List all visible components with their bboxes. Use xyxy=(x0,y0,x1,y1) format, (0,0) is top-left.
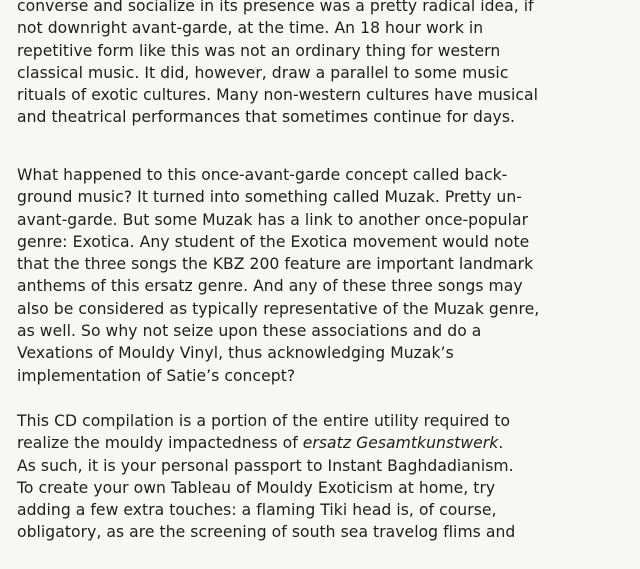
paragraph-line: that the three songs the KBZ 200 feature are important landmark xyxy=(17,255,534,274)
italic-phrase: ersatz Gesamtkunstwerk xyxy=(302,434,499,453)
paragraph-line: As such, it is your personal passport to Instant Baghdadianism. xyxy=(17,456,514,475)
line-text: . xyxy=(498,434,504,453)
paragraph-line: converse and socialize in its presence was a pretty radical idea, if xyxy=(17,0,534,15)
paragraph-line: Vexations of Mouldy Vinyl, thus acknowledging Muzak’s xyxy=(17,344,454,363)
paragraph-2 xyxy=(17,164,635,387)
paragraph-line: classical music. It did, however, draw a parallel to some music xyxy=(17,63,509,82)
paragraph-line: anthems of this ersatz genre. And any of these three songs may xyxy=(17,277,523,296)
paragraph-line: rituals of exotic cultures. Many non-western cultures have musical xyxy=(17,86,538,105)
paragraph-line: implementation of Satie’s concept? xyxy=(17,366,296,385)
paragraph-line: avant-garde. But some Muzak has a link to another once-popular xyxy=(17,210,529,229)
paragraph-3 xyxy=(17,410,635,544)
paragraph-line: also be considered as typically representative of the Muzak genre, xyxy=(17,299,540,318)
paragraph-line: and theatrical performances that sometimes continue for days. xyxy=(17,108,516,127)
paragraph-line: ground music? It turned into something called Muzak. Pretty un- xyxy=(17,188,522,207)
paragraph-line: as well. So why not seize upon these associations and do a xyxy=(17,322,482,341)
paragraph-line: genre: Exotica. Any student of the Exotica movement would note xyxy=(17,232,530,251)
paragraph-line: obligatory, as are the screening of south sea travelog flims and xyxy=(17,523,516,542)
paragraph-line: This CD compilation is a portion of the entire utility required to xyxy=(17,412,511,430)
paragraph-1 xyxy=(17,0,635,129)
line-text: realize the mouldy impactedness of xyxy=(17,434,303,453)
paragraph-line: To create your own Tableau of Mouldy Exoticism at home, try xyxy=(17,478,496,497)
paragraph-line: adding a few extra touches: a flaming Tiki head is, of course, xyxy=(17,501,497,520)
paragraph-line: What happened to this once-avant-garde concept called back- xyxy=(17,166,508,184)
paragraph-line xyxy=(17,432,635,454)
paragraph-line: not downright avant-garde, at the time. An 18 hour work in xyxy=(17,19,484,38)
paragraph-line: repetitive form like this was not an ordinary thing for western xyxy=(17,41,501,60)
